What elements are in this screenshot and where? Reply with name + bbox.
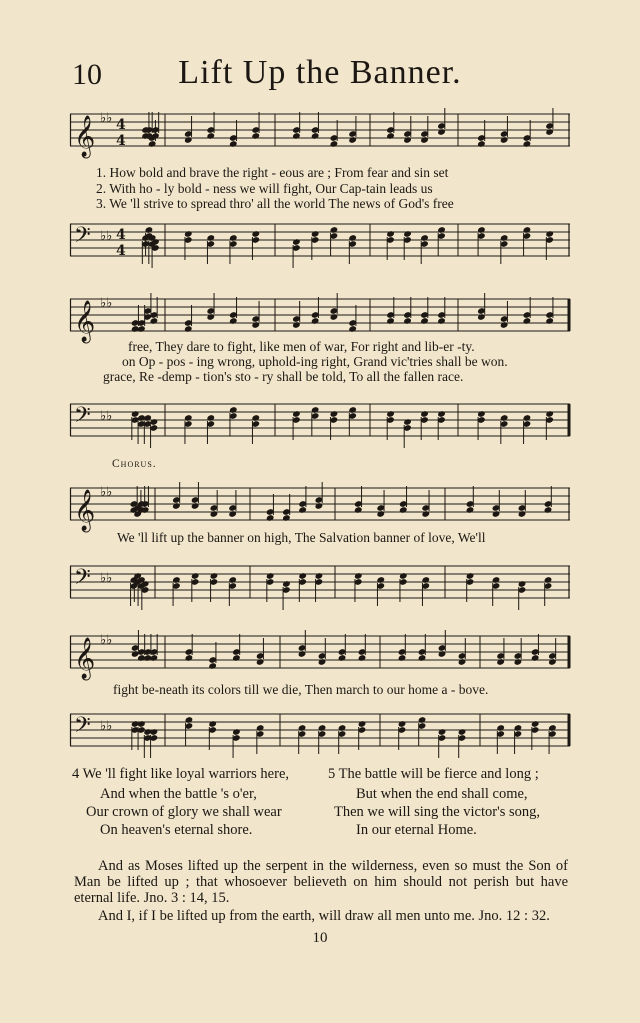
note-head (311, 317, 320, 325)
note-head (292, 238, 301, 246)
scripture-paragraph: And as Moses lifted up the serpent in the wilderness, even so must the Son of Man be lifted up ; that whosoever believeth on him should not perish but have eternal life. Jno. 3 : 14, 15. (74, 858, 568, 906)
time-signature: 4 (116, 117, 126, 133)
note-head (315, 572, 324, 580)
note-head (330, 140, 339, 148)
note-head (386, 410, 395, 418)
note-head (318, 724, 327, 732)
note-head (477, 140, 486, 148)
time-signature: 4 (116, 227, 126, 243)
note-head (376, 510, 385, 518)
note-head (292, 132, 301, 140)
note-head (150, 654, 159, 662)
note-head (438, 650, 447, 658)
chorus-lyric-line: fight be-neath its colors till we die, Then march to our home a - bove. (113, 682, 489, 697)
verse-5-line: But when the end shall come, (356, 786, 528, 802)
note-head (523, 140, 532, 148)
bass-staff (70, 218, 570, 262)
note-head (185, 716, 194, 724)
note-head (229, 406, 238, 414)
note-head (354, 506, 363, 514)
treble-staff (70, 293, 570, 342)
time-signature: 4 (116, 243, 126, 259)
note-head (184, 414, 193, 422)
verse-2-lyric-line: on Op - pos - ing wrong, uphold-ing right, Grand vic'tries shall be won. (122, 354, 508, 369)
note-head (208, 662, 217, 670)
note-head (172, 502, 181, 510)
note-head (386, 317, 395, 325)
note-head (208, 720, 217, 728)
note-head (191, 572, 200, 580)
note-head (292, 410, 301, 418)
note-head (523, 226, 532, 234)
note-head (514, 658, 523, 666)
note-head (437, 410, 446, 418)
note-head (137, 325, 146, 333)
note-head (548, 658, 557, 666)
verse-4-line: On heaven's eternal shore. (100, 822, 253, 838)
note-head (206, 132, 215, 140)
note-head (403, 317, 412, 325)
note-head (403, 418, 412, 426)
note-head (418, 654, 427, 662)
note-head (545, 410, 554, 418)
note-head (421, 510, 430, 518)
note-head (496, 658, 505, 666)
note-head (523, 414, 532, 422)
note-head (420, 136, 429, 144)
note-head (420, 234, 429, 242)
verse-4-line: Our crown of glory we shall wear (86, 804, 282, 820)
key-signature-flats-icon: ♭♭ (100, 409, 113, 424)
note-head (184, 230, 193, 238)
note-head (438, 728, 447, 736)
bass-staff (70, 560, 570, 604)
note-head (282, 580, 291, 588)
note-head (500, 136, 509, 144)
treble-clef-icon: 𝄞 (74, 638, 96, 679)
note-head (318, 658, 327, 666)
page-number: 10 (312, 930, 328, 946)
note-head (298, 650, 307, 658)
note-head (232, 654, 241, 662)
bass-staff (70, 708, 570, 752)
key-signature-flats-icon: ♭♭ (100, 229, 113, 244)
note-head (266, 514, 275, 522)
verse-4-line: 4 We 'll fight like loyal warriors here, (72, 766, 290, 782)
hymn-number: 10 (72, 58, 102, 91)
verse-5-line: In our eternal Home. (356, 822, 477, 838)
treble-clef-icon: 𝄞 (74, 301, 96, 342)
treble-staff (70, 482, 570, 531)
note-head (330, 410, 339, 418)
note-head (131, 410, 140, 418)
hymn-title: Lift Up the Banner. (178, 54, 462, 91)
note-head (330, 226, 339, 234)
note-head (420, 317, 429, 325)
key-signature-flats-icon: ♭♭ (100, 485, 113, 500)
treble-staff (70, 630, 570, 679)
note-head (386, 230, 395, 238)
verse-5-line: 5 The battle will be fierce and long ; (328, 766, 539, 782)
note-head (399, 506, 408, 514)
note-head (148, 140, 157, 148)
note-head (420, 410, 429, 418)
note-head (514, 724, 523, 732)
note-head (492, 510, 501, 518)
note-head (544, 576, 553, 584)
note-head (466, 506, 475, 514)
note-head (191, 502, 200, 510)
note-head (376, 576, 385, 584)
note-head (399, 572, 408, 580)
note-head (348, 234, 357, 242)
note-head (228, 576, 237, 584)
note-head (150, 317, 159, 325)
note-head (418, 716, 427, 724)
note-head (266, 572, 275, 580)
note-head (358, 720, 367, 728)
verse-3-lyric-line: 3. We 'll strive to spread thro' all the world The news of God's free (96, 196, 454, 211)
note-head (330, 313, 339, 321)
verse-2-lyric-line: 2. With ho - ly bold - ness we will fight, Our Cap-tain leads us (96, 181, 433, 196)
time-signature: 4 (116, 133, 126, 149)
note-head (544, 506, 553, 514)
note-head (184, 136, 193, 144)
bass-clef-icon: 𝄢 (74, 713, 91, 743)
note-head (403, 230, 412, 238)
chorus-label: Chorus. (112, 458, 157, 470)
note-head (251, 414, 260, 422)
chorus-lyric-line: We 'll lift up the banner on high, The Salvation banner of love, We'll (117, 530, 486, 545)
note-head (298, 724, 307, 732)
note-head (292, 321, 301, 329)
note-head (518, 580, 527, 588)
note-head (437, 128, 446, 136)
note-head (500, 321, 509, 329)
note-head (184, 325, 193, 333)
note-head (398, 720, 407, 728)
note-head (545, 128, 554, 136)
treble-clef-icon: 𝄞 (74, 490, 96, 531)
note-head (348, 406, 357, 414)
note-head (496, 724, 505, 732)
note-head (548, 724, 557, 732)
note-head (545, 317, 554, 325)
note-head (477, 410, 486, 418)
bass-clef-icon: 𝄢 (74, 565, 91, 595)
treble-clef-icon: 𝄞 (74, 116, 96, 157)
note-head (229, 317, 238, 325)
note-head (206, 414, 215, 422)
note-head (131, 650, 140, 658)
note-head (185, 654, 194, 662)
note-head (477, 226, 486, 234)
note-head (315, 502, 324, 510)
note-head (437, 317, 446, 325)
note-head (229, 234, 238, 242)
note-head (531, 720, 540, 728)
note-head (358, 654, 367, 662)
verse-1-lyric-line: free, They dare to fight, like men of war, For right and lib-er -ty. (128, 339, 475, 354)
note-head (421, 576, 430, 584)
note-head (228, 510, 237, 518)
key-signature-flats-icon: ♭♭ (100, 633, 113, 648)
note-head (150, 728, 159, 736)
scripture-passage (74, 858, 568, 924)
note-head (348, 136, 357, 144)
note-head (145, 226, 154, 234)
note-head (500, 414, 509, 422)
note-head (518, 510, 527, 518)
note-head (232, 728, 241, 736)
verse-1-lyric-line: 1. How bold and brave the right - eous are ; From fear and sin set (96, 165, 449, 180)
note-head (311, 406, 320, 414)
note-head (210, 510, 219, 518)
note-head (143, 414, 152, 422)
note-head (531, 654, 540, 662)
note-head (338, 654, 347, 662)
verse-4-line: And when the battle 's o'er, (100, 786, 257, 802)
note-head (256, 724, 265, 732)
note-head (386, 132, 395, 140)
note-head (298, 506, 307, 514)
bass-clef-icon: 𝄢 (74, 403, 91, 433)
note-head (466, 572, 475, 580)
note-head (492, 576, 501, 584)
bass-staff (70, 398, 570, 442)
note-head (500, 234, 509, 242)
note-head (348, 325, 357, 333)
note-head (282, 514, 291, 522)
note-head (229, 140, 238, 148)
note-head (256, 658, 265, 666)
bass-clef-icon: 𝄢 (74, 223, 91, 253)
note-head (398, 654, 407, 662)
note-head (172, 576, 181, 584)
key-signature-flats-icon: ♭♭ (100, 719, 113, 734)
note-head (311, 230, 320, 238)
note-head (251, 230, 260, 238)
note-head (354, 572, 363, 580)
note-head (210, 572, 219, 580)
note-head (403, 136, 412, 144)
note-head (545, 230, 554, 238)
treble-staff (70, 108, 570, 157)
note-head (206, 313, 215, 321)
note-head (311, 132, 320, 140)
note-head (251, 132, 260, 140)
note-head (437, 226, 446, 234)
key-signature-flats-icon: ♭♭ (100, 296, 113, 311)
note-head (458, 728, 467, 736)
note-head (458, 658, 467, 666)
note-head (206, 234, 215, 242)
note-head (523, 317, 532, 325)
scripture-paragraph: And I, if I be lifted up from the earth, will draw all men unto me. Jno. 12 : 32. (98, 908, 550, 924)
note-head (137, 720, 146, 728)
note-head (298, 572, 307, 580)
verse-3-lyric-line: grace, Re -demp - tion's sto - ry shall be told, To all the fallen race. (103, 369, 464, 384)
verse-5-line: Then we will sing the victor's song, (334, 804, 540, 820)
key-signature-flats-icon: ♭♭ (100, 111, 113, 126)
note-head (338, 724, 347, 732)
note-head (477, 313, 486, 321)
note-head (251, 321, 260, 329)
key-signature-flats-icon: ♭♭ (100, 571, 113, 586)
note-head (150, 418, 159, 426)
